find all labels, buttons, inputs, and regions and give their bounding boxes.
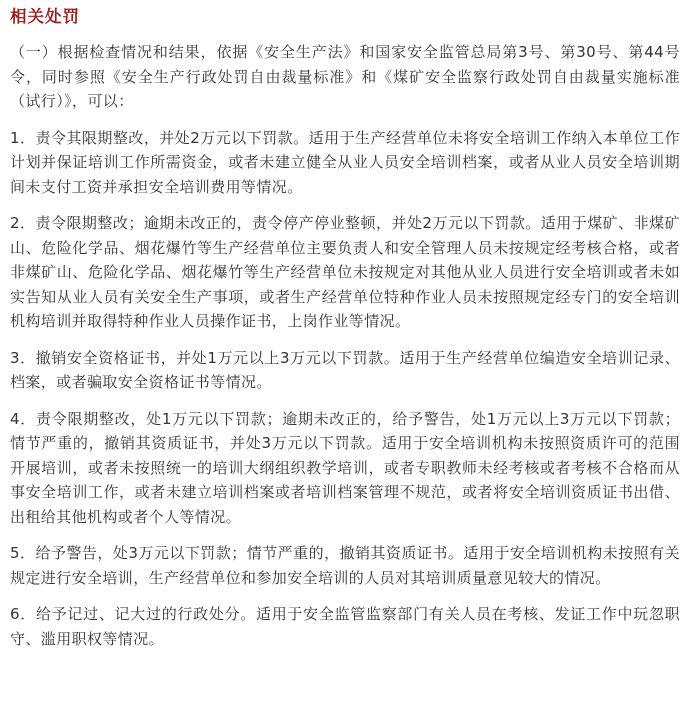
- penalty-item-5: 5．给予警告，处3万元以下罚款；情节严重的，撤销其资质证书。适用于安全培训机构未按照有关规定进行安全培训，生产经营单位和参加安全培训的人员对其培训质量意见较大的情况。: [10, 544, 680, 587]
- penalty-item-2: 2．责令限期整改；逾期未改正的，责令停产停业整顿，并处2万元以下罚款。适用于煤矿、非煤矿山、危险化学品、烟花爆竹等生产经营单位主要负责人和安全管理人员未按规定经考核合格，或者非煤矿山、危险化学品、烟花爆竹等生产经营单位未按规定对其他从业人员进行安全培训或者未如实告知从业人员有关安全生产事项，或者生产经营单位特种作业人员未按照规定经专门的安全培训机构培训并取得特种作业人员操作证书，上岗作业等情况。: [10, 214, 680, 330]
- penalty-item-4: 4．责令限期整改，处1万元以下罚款；逾期未改正的，给予警告，处1万元以上3万元以下罚款；情节严重的，撤销其资质证书，并处3万元以下罚款。适用于安全培训机构未按照资质许可的范围开展培训，或者未按照统一的培训大纲组织教学培训，或者专职教师未经考核或者考核不合格而从事安全培训工作，或者未建立培训档案或者培训档案管理不规范，或者将安全培训资质证书出借、出租给其他机构或者个人等情况。: [10, 409, 680, 526]
- penalty-item-1: 1．责令其限期整改，并处2万元以下罚款。适用于生产经营单位未将安全培训工作纳入本单位工作计划并保证培训工作所需资金，或者未建立健全从业人员安全培训档案，或者从业人员安全培训期间未支付工资并承担安全培训费用等情况。: [10, 128, 680, 196]
- section-heading: 相关处罚: [10, 7, 80, 26]
- penalty-item-3: 3．撤销安全资格证书，并处1万元以上3万元以下罚款。适用于生产经营单位编造安全培训记录、档案，或者骗取安全资格证书等情况。: [10, 348, 680, 391]
- penalty-item-6: 6．给予记过、记大过的行政处分。适用于安全监管监察部门有关人员在考核、发证工作中玩忽职守、滥用职权等情况。: [10, 605, 680, 648]
- intro-paragraph: （一）根据检查情况和结果，依据《安全生产法》和国家安全监管总局第3号、第30号、第44号令，同时参照《安全生产行政处罚自由裁量标准》和《煤矿安全监察行政处罚自由裁量实施标准（试行）》，可以：: [10, 43, 680, 110]
